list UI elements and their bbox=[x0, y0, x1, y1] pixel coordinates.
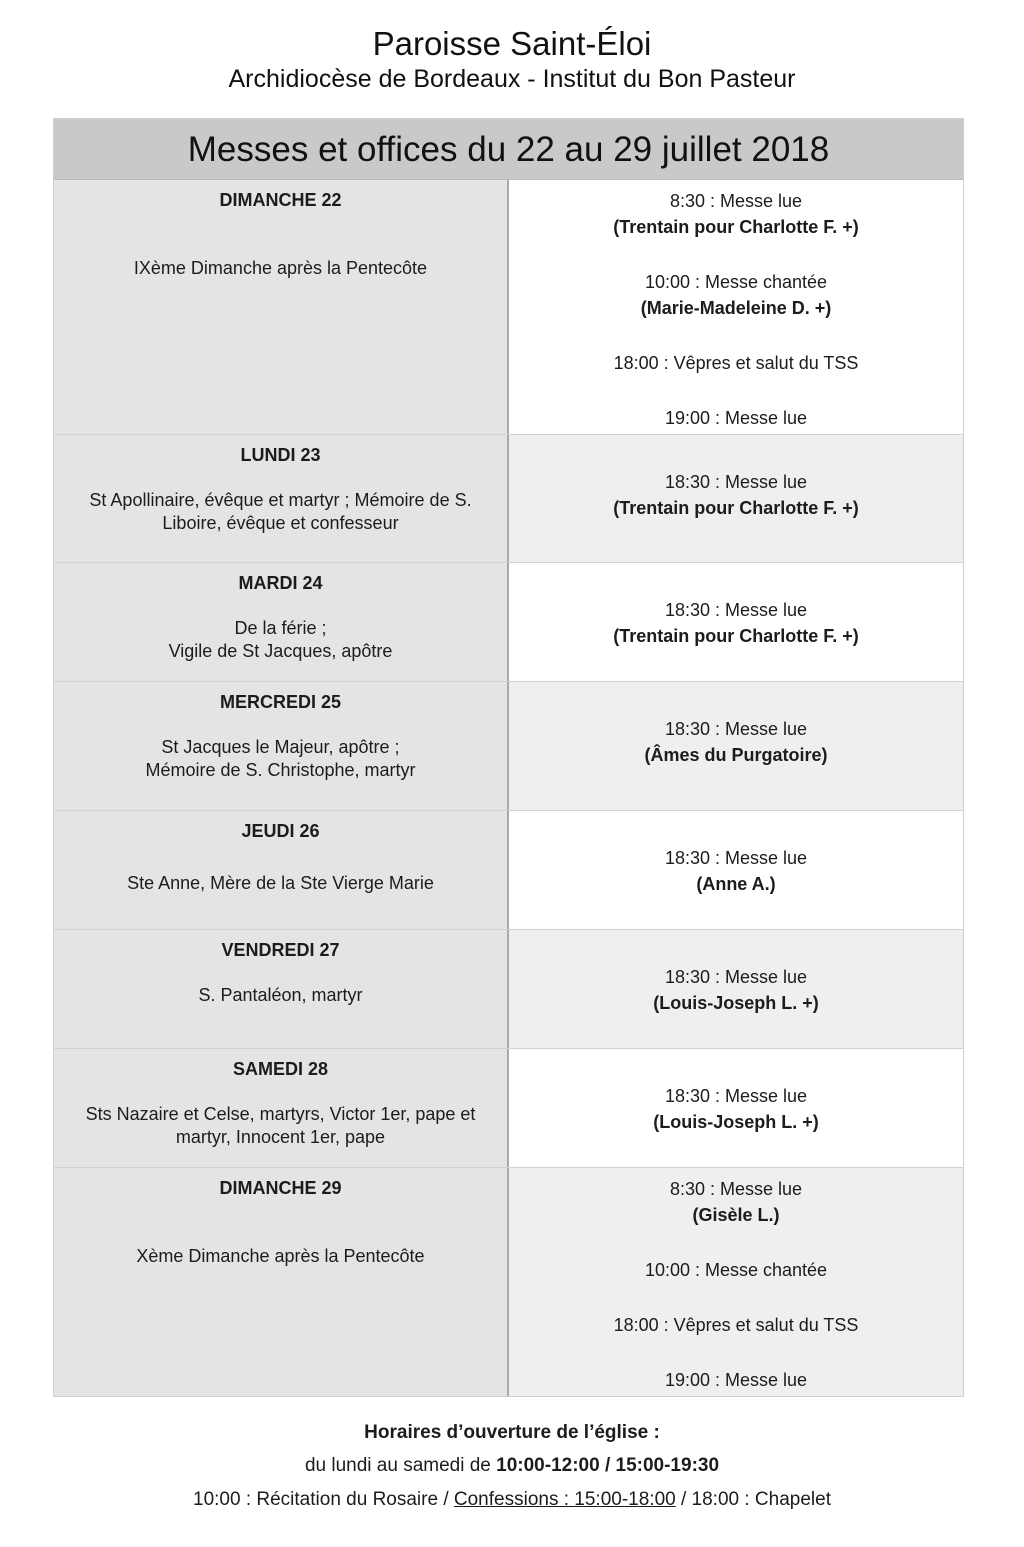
mass-intention: (Gisèle L.) bbox=[692, 1205, 780, 1225]
feast-label: St Jacques le Majeur, apôtre ; Mémoire de S. Christophe, martyr bbox=[145, 737, 416, 780]
daily-offices-line bbox=[0, 1484, 1024, 1516]
service-time: 18:30 : Messe lue bbox=[664, 600, 808, 620]
service-time: 18:30 : Messe lue bbox=[664, 719, 808, 739]
day-cell bbox=[54, 435, 509, 562]
feast-label: Ste Anne, Mère de la Ste Vierge Marie bbox=[127, 873, 434, 893]
mass-intention: (Trentain pour Charlotte F. +) bbox=[613, 217, 859, 237]
service-time: 18:30 : Messe lue bbox=[664, 967, 808, 987]
day-cell bbox=[54, 682, 509, 810]
chapelet-text: / 18:00 : Chapelet bbox=[675, 1489, 831, 1510]
services-cell bbox=[509, 811, 963, 929]
schedule-row bbox=[54, 563, 963, 682]
day-label: SAMEDI 28 bbox=[232, 1059, 329, 1079]
rosary-text: 10:00 : Récitation du Rosaire / bbox=[193, 1489, 454, 1510]
services-cell bbox=[509, 930, 963, 1048]
weekday-hours: 10:00-12:00 / 15:00-19:30 bbox=[496, 1455, 720, 1476]
schedule-row bbox=[54, 180, 963, 435]
weekday-hours-line bbox=[0, 1448, 1024, 1484]
feast-label: IXème Dimanche après la Pentecôte bbox=[133, 258, 428, 278]
service-time: 19:00 : Messe lue bbox=[664, 408, 808, 428]
services-cell bbox=[509, 435, 963, 562]
service-time: 18:30 : Messe lue bbox=[664, 848, 808, 868]
day-label: LUNDI 23 bbox=[240, 445, 321, 465]
mass-intention: (Louis-Joseph L. +) bbox=[653, 1112, 819, 1132]
mass-intention: (Trentain pour Charlotte F. +) bbox=[613, 626, 859, 646]
service-time: 18:00 : Vêpres et salut du TSS bbox=[613, 1315, 859, 1335]
weekday-prefix: du lundi au samedi de bbox=[304, 1455, 497, 1476]
services-cell bbox=[509, 1049, 963, 1167]
service-time: 10:00 : Messe chantée bbox=[644, 1260, 828, 1280]
schedule-table bbox=[53, 118, 964, 1397]
services-cell bbox=[509, 563, 963, 681]
day-cell bbox=[54, 563, 509, 681]
parish-name: Paroisse Saint-Éloi bbox=[372, 25, 652, 62]
schedule-title: Messes et offices du 22 au 29 juillet 2018 bbox=[54, 119, 963, 180]
day-label: MERCREDI 25 bbox=[219, 692, 342, 712]
service-time: 8:30 : Messe lue bbox=[669, 191, 803, 211]
feast-label: St Apollinaire, évêque et martyr ; Mémoire de S. Liboire, évêque et confesseur bbox=[89, 490, 472, 533]
day-label: DIMANCHE 22 bbox=[219, 190, 342, 210]
day-cell bbox=[54, 811, 509, 929]
schedule-row bbox=[54, 1168, 963, 1396]
feast-label: S. Pantaléon, martyr bbox=[198, 985, 363, 1005]
mass-intention: (Louis-Joseph L. +) bbox=[653, 993, 819, 1013]
page-header bbox=[0, 24, 1024, 94]
day-label: VENDREDI 27 bbox=[221, 940, 340, 960]
service-time: 18:30 : Messe lue bbox=[664, 472, 808, 492]
services-cell bbox=[509, 180, 963, 434]
day-cell bbox=[54, 1049, 509, 1167]
confessions-text: Confessions : 15:00-18:00 bbox=[453, 1489, 676, 1510]
schedule-row bbox=[54, 435, 963, 563]
day-cell bbox=[54, 1168, 509, 1396]
schedule-row bbox=[54, 930, 963, 1049]
day-cell bbox=[54, 180, 509, 434]
opening-hours bbox=[0, 1418, 1024, 1516]
feast-label: Sts Nazaire et Celse, martyrs, Victor 1er, pape et martyr, Innocent 1er, pape bbox=[85, 1104, 476, 1147]
service-time: 19:00 : Messe lue bbox=[664, 1370, 808, 1390]
mass-intention: (Marie-Madeleine D. +) bbox=[640, 298, 832, 318]
service-time: 18:00 : Vêpres et salut du TSS bbox=[613, 353, 859, 373]
services-cell bbox=[509, 1168, 963, 1396]
day-label: MARDI 24 bbox=[238, 573, 323, 593]
day-cell bbox=[54, 930, 509, 1048]
service-time: 10:00 : Messe chantée bbox=[644, 272, 828, 292]
schedule-row bbox=[54, 811, 963, 930]
feast-label: Xème Dimanche après la Pentecôte bbox=[136, 1246, 425, 1266]
schedule-rows bbox=[54, 180, 963, 1396]
service-time: 8:30 : Messe lue bbox=[669, 1179, 803, 1199]
service-time: 18:30 : Messe lue bbox=[664, 1086, 808, 1106]
mass-intention: (Anne A.) bbox=[696, 874, 776, 894]
mass-intention: (Trentain pour Charlotte F. +) bbox=[613, 498, 859, 518]
day-label: JEUDI 26 bbox=[241, 821, 320, 841]
day-label: DIMANCHE 29 bbox=[219, 1178, 342, 1198]
schedule-row bbox=[54, 1049, 963, 1168]
services-cell bbox=[509, 682, 963, 810]
opening-hours-title: Horaires d’ouverture de l’église : bbox=[364, 1422, 660, 1443]
diocese-name: Archidiocèse de Bordeaux - Institut du Bon Pasteur bbox=[228, 65, 796, 93]
mass-intention: (Âmes du Purgatoire) bbox=[644, 745, 828, 765]
feast-label: De la férie ; Vigile de St Jacques, apôtre bbox=[168, 618, 393, 661]
schedule-row bbox=[54, 682, 963, 811]
